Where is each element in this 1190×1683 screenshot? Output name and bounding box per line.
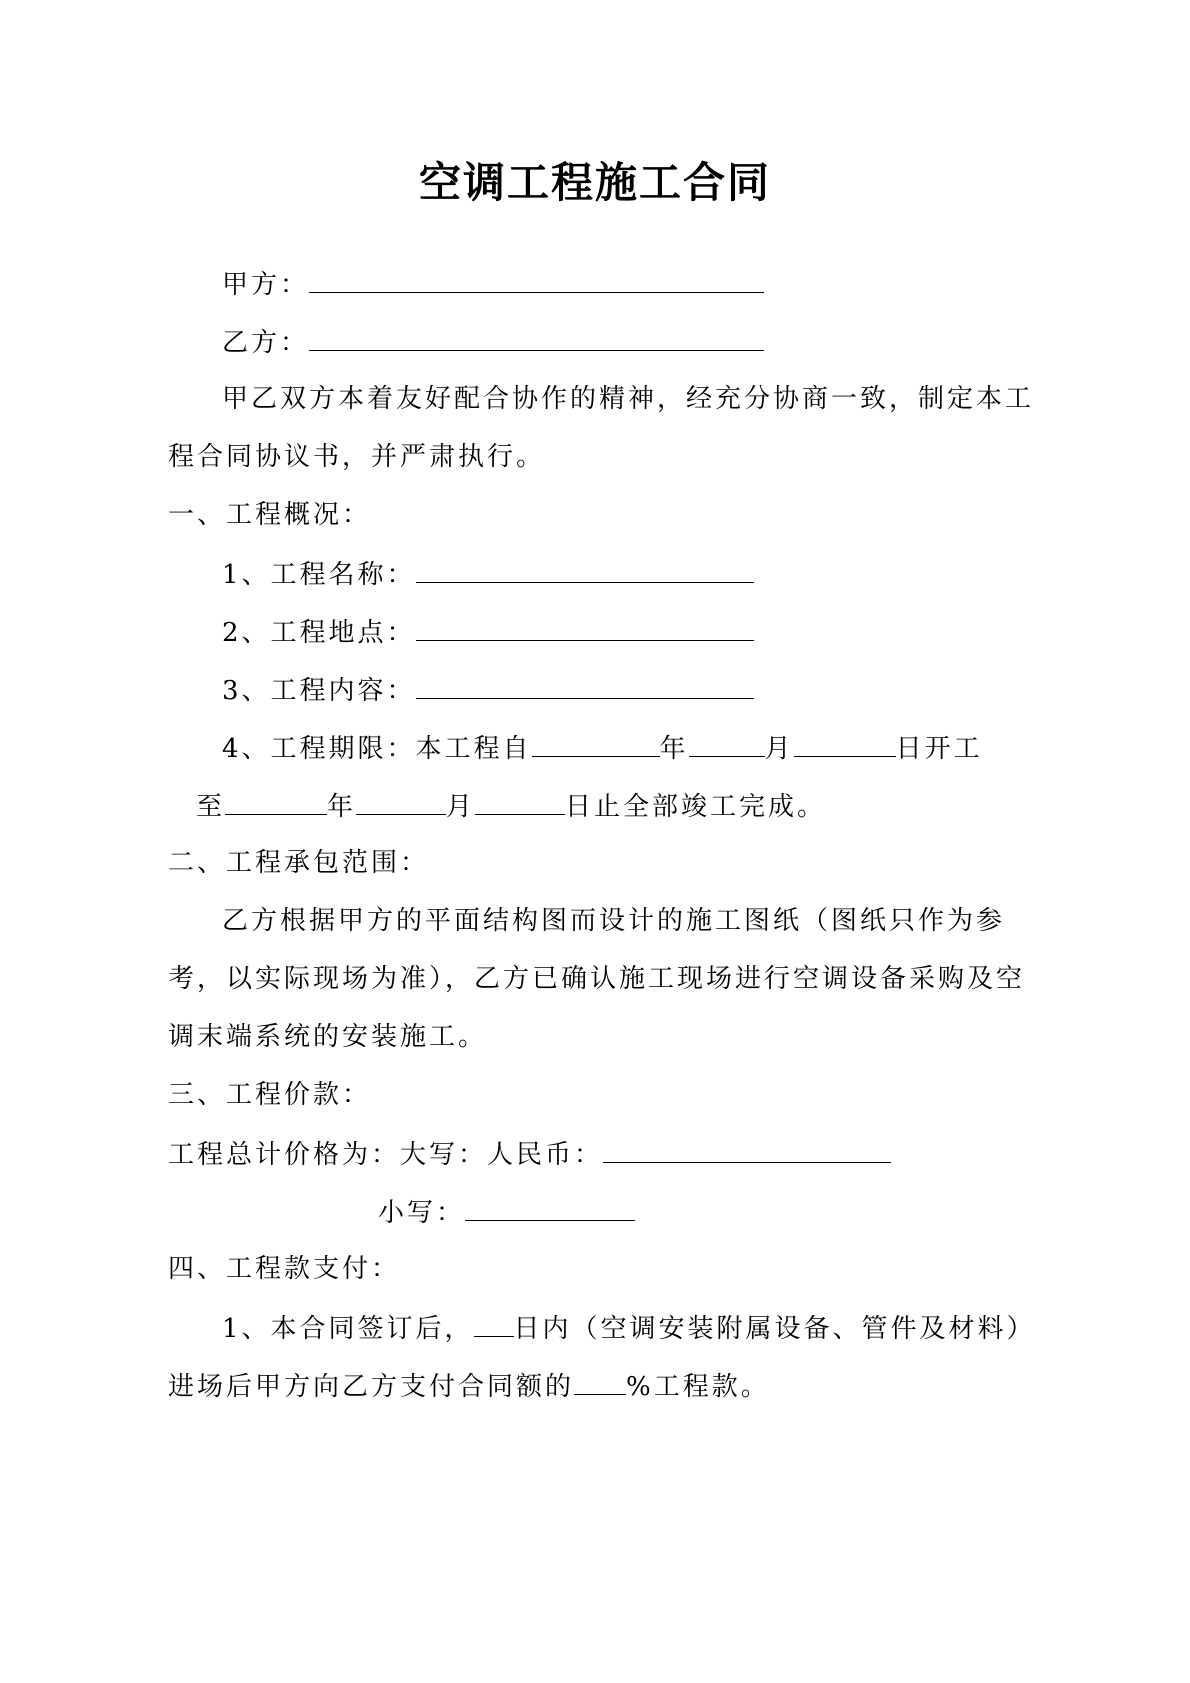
payment-prefix: 1、本合同签订后， xyxy=(222,1314,474,1344)
start-day-field[interactable] xyxy=(794,730,896,757)
scope-line-2: 考，以实际现场为准），乙方已确认施工现场进行空调设备采购及空 xyxy=(168,964,1026,994)
end-suffix: 日止全部竣工完成。 xyxy=(565,792,827,822)
party-a-label: 甲方： xyxy=(222,270,310,300)
end-month-label: 月 xyxy=(446,792,476,822)
total-price-label: 工程总计价格为：大写：人民币： xyxy=(168,1140,604,1170)
month-label: 月 xyxy=(764,734,794,764)
start-suffix: 日开工 xyxy=(895,734,983,764)
payment-suffix: 日内（空调安装附属设备、管件及材料） xyxy=(513,1314,1036,1344)
period-prefix: 4、工程期限：本工程自 xyxy=(222,734,532,764)
year-label: 年 xyxy=(659,734,689,764)
party-a-field[interactable] xyxy=(309,266,764,293)
project-content-line xyxy=(222,672,754,708)
start-month-field[interactable] xyxy=(689,730,765,757)
section1-heading: 一、工程概况： xyxy=(168,500,372,530)
small-amount-label: 小写： xyxy=(378,1198,466,1228)
small-amount-line xyxy=(378,1194,635,1230)
payment-line-2 xyxy=(168,1368,770,1404)
end-year-label: 年 xyxy=(327,792,357,822)
section3-heading: 三、工程价款： xyxy=(168,1080,372,1110)
project-name-field[interactable] xyxy=(416,556,754,583)
party-b-line xyxy=(222,324,764,360)
intro-line-2: 程合同协议书，并严肃执行。 xyxy=(168,442,546,472)
project-content-label: 3、工程内容： xyxy=(222,676,416,706)
intro-line-1: 甲乙双方本着友好配合协作的精神，经充分协商一致，制定本工 xyxy=(222,384,1035,414)
payment2-prefix: 进场后甲方向乙方支付合同额的 xyxy=(168,1372,575,1402)
payment-line-1 xyxy=(222,1310,1036,1346)
project-period-line xyxy=(222,730,983,766)
payment2-suffix: %工程款。 xyxy=(626,1372,770,1402)
percent-field[interactable] xyxy=(574,1368,626,1395)
days-field[interactable] xyxy=(474,1310,514,1337)
project-location-field[interactable] xyxy=(416,614,754,641)
end-month-field[interactable] xyxy=(356,788,446,815)
total-price-uppercase-field[interactable] xyxy=(603,1136,891,1163)
scope-line-3: 调末端系统的安装施工。 xyxy=(168,1022,488,1052)
start-year-field[interactable] xyxy=(532,730,660,757)
party-a-line xyxy=(222,266,764,302)
project-name-line xyxy=(222,556,754,592)
project-location-label: 2、工程地点： xyxy=(222,618,416,648)
project-location-line xyxy=(222,614,754,650)
scope-line-1: 乙方根据甲方的平面结构图而设计的施工图纸（图纸只作为参 xyxy=(222,906,1006,936)
project-name-label: 1、工程名称： xyxy=(222,560,416,590)
small-amount-field[interactable] xyxy=(465,1194,635,1221)
project-content-field[interactable] xyxy=(416,672,754,699)
to-label: 至 xyxy=(196,792,226,822)
contract-title: 空调工程施工合同 xyxy=(418,158,771,207)
end-year-field[interactable] xyxy=(225,788,327,815)
end-day-field[interactable] xyxy=(475,788,565,815)
section2-heading: 二、工程承包范围： xyxy=(168,848,430,878)
project-end-line xyxy=(196,788,826,824)
party-b-field[interactable] xyxy=(309,324,764,351)
section4-heading: 四、工程款支付： xyxy=(168,1254,401,1284)
total-price-line xyxy=(168,1136,891,1172)
party-b-label: 乙方： xyxy=(222,328,310,358)
